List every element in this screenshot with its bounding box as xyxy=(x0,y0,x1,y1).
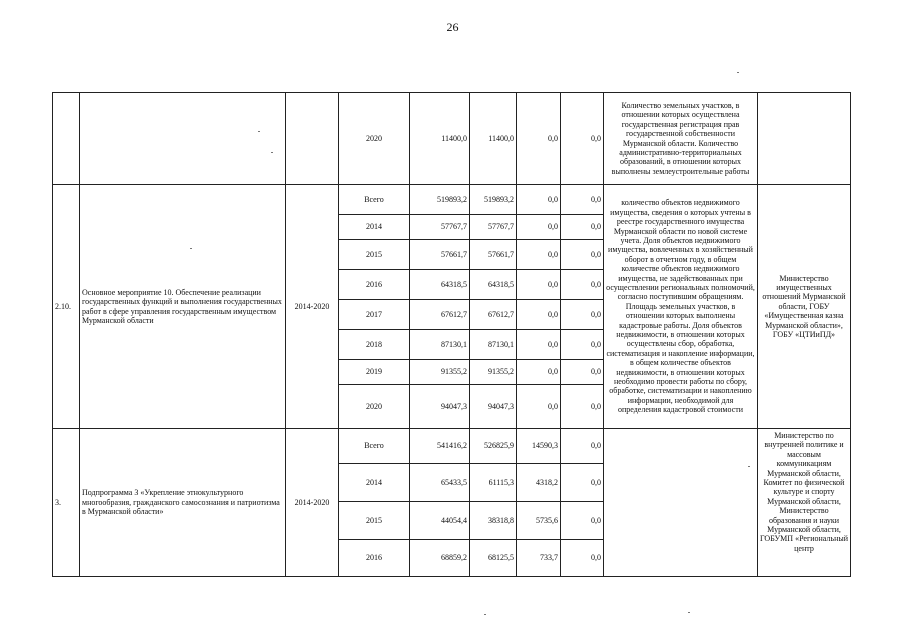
period-cell: 2014-2020 xyxy=(286,429,339,577)
total-cell: 67612,7 xyxy=(410,300,470,330)
year-cell: 2017 xyxy=(339,300,410,330)
other-sources-cell: 0,0 xyxy=(561,540,604,577)
other-sources-cell: 0,0 xyxy=(561,240,604,270)
total-cell: 68859,2 xyxy=(410,540,470,577)
federal-budget-cell: 0,0 xyxy=(517,300,561,330)
indicator-cell: Количество земельных участков, в отношении которых осуществлена государственная регистрация прав государственной собственности Мурманской области. Количество административно-территориальных образований, в отношении которых выполнены землеустроительные работы xyxy=(604,93,758,185)
other-sources-cell: 0,0 xyxy=(561,93,604,185)
activity-name-cell: Основное мероприятие 10. Обеспечение реализации государственных функций и выполнения государственных работ в сфере управления государственным имуществом Мурманской области xyxy=(80,185,286,429)
federal-budget-cell: 0,0 xyxy=(517,270,561,300)
year-cell: 2020 xyxy=(339,93,410,185)
year-cell: 2014 xyxy=(339,215,410,240)
regional-budget-cell: 94047,3 xyxy=(470,385,517,429)
total-cell: 11400,0 xyxy=(410,93,470,185)
total-cell: 57767,7 xyxy=(410,215,470,240)
federal-budget-cell: 733,7 xyxy=(517,540,561,577)
year-cell: 2015 xyxy=(339,502,410,540)
regional-budget-cell: 91355,2 xyxy=(470,360,517,385)
period-cell xyxy=(286,93,339,185)
total-cell: 87130,1 xyxy=(410,330,470,360)
row-number-cell: 2.10. xyxy=(53,185,80,429)
other-sources-cell: 0,0 xyxy=(561,185,604,215)
total-cell: 65433,5 xyxy=(410,464,470,502)
regional-budget-cell: 38318,8 xyxy=(470,502,517,540)
scan-speck xyxy=(748,466,750,467)
other-sources-cell: 0,0 xyxy=(561,215,604,240)
year-cell: Всего xyxy=(339,185,410,215)
total-cell: 541416,2 xyxy=(410,429,470,464)
regional-budget-cell: 519893,2 xyxy=(470,185,517,215)
scan-speck xyxy=(271,152,273,153)
federal-budget-cell: 0,0 xyxy=(517,385,561,429)
regional-budget-cell: 57767,7 xyxy=(470,215,517,240)
indicator-cell xyxy=(604,429,758,577)
federal-budget-cell: 5735,6 xyxy=(517,502,561,540)
regional-budget-cell: 64318,5 xyxy=(470,270,517,300)
federal-budget-cell: 0,0 xyxy=(517,185,561,215)
federal-budget-cell: 4318,2 xyxy=(517,464,561,502)
other-sources-cell: 0,0 xyxy=(561,360,604,385)
total-cell: 94047,3 xyxy=(410,385,470,429)
activity-name-cell xyxy=(80,93,286,185)
total-cell: 64318,5 xyxy=(410,270,470,300)
year-cell: 2020 xyxy=(339,385,410,429)
regional-budget-cell: 68125,5 xyxy=(470,540,517,577)
regional-budget-cell: 57661,7 xyxy=(470,240,517,270)
other-sources-cell: 0,0 xyxy=(561,300,604,330)
executor-cell: Министерство по внутренней политике и массовым коммуникациям Мурманской области, Комитет по физической культуре и спорту Мурманской области, Министерство образования и науки Мурманской области, ГОБУМП «Региональный центр xyxy=(758,429,851,577)
total-cell: 91355,2 xyxy=(410,360,470,385)
table-row xyxy=(53,185,851,215)
other-sources-cell: 0,0 xyxy=(561,464,604,502)
year-cell: 2016 xyxy=(339,270,410,300)
other-sources-cell: 0,0 xyxy=(561,270,604,300)
year-cell: 2014 xyxy=(339,464,410,502)
page-number: 26 xyxy=(446,20,459,34)
indicator-cell: количество объектов недвижимого имущества, сведения о которых учтены в реестре государственного имущества Мурманской области по новой системе учета. Доля объектов недвижимого имущества, вовлеченных в хозяйственный оборот в отчетном году, в общем количестве объектов недвижимого имущества, не задействованных при осуществлении региональных полномочий, согласно поступившим обращениям. Площадь земельных участков, в отношении которых выполнены кадастровые работы. Доля объектов недвижимости, в отношении которых осуществлены сбор, обработка, систематизация и накопление информации, в общем количестве объектов недвижимости, в отношении которых необходимо провести работы по сбору, обработке, систематизации и накоплению информации, необходимой для определения кадастровой стоимости xyxy=(604,185,758,429)
year-cell: 2019 xyxy=(339,360,410,385)
federal-budget-cell: 14590,3 xyxy=(517,429,561,464)
scan-speck xyxy=(737,72,739,73)
program-table xyxy=(52,92,851,577)
federal-budget-cell: 0,0 xyxy=(517,240,561,270)
regional-budget-cell: 67612,7 xyxy=(470,300,517,330)
other-sources-cell: 0,0 xyxy=(561,330,604,360)
table-row xyxy=(53,93,851,185)
scan-speck xyxy=(258,131,260,132)
period-cell: 2014-2020 xyxy=(286,185,339,429)
regional-budget-cell: 526825,9 xyxy=(470,429,517,464)
federal-budget-cell: 0,0 xyxy=(517,93,561,185)
executor-cell xyxy=(758,93,851,185)
activity-name-cell: Подпрограмма 3 «Укрепление этнокультурного многообразия, гражданского самосознания и патриотизма в Мурманской области» xyxy=(80,429,286,577)
federal-budget-cell: 0,0 xyxy=(517,330,561,360)
table-row xyxy=(53,429,851,464)
federal-budget-cell: 0,0 xyxy=(517,215,561,240)
executor-cell: Министерство имущественных отношений Мурманской области, ГОБУ «Имущественная казна Мурманской области», ГОБУ «ЦТИиПД» xyxy=(758,185,851,429)
scan-speck xyxy=(688,612,690,613)
year-cell: 2016 xyxy=(339,540,410,577)
regional-budget-cell: 11400,0 xyxy=(470,93,517,185)
total-cell: 519893,2 xyxy=(410,185,470,215)
total-cell: 57661,7 xyxy=(410,240,470,270)
regional-budget-cell: 61115,3 xyxy=(470,464,517,502)
scan-speck xyxy=(190,248,192,249)
scan-speck xyxy=(484,614,486,615)
row-number-cell: 3. xyxy=(53,429,80,577)
row-number-cell xyxy=(53,93,80,185)
regional-budget-cell: 87130,1 xyxy=(470,330,517,360)
year-cell: 2018 xyxy=(339,330,410,360)
year-cell: 2015 xyxy=(339,240,410,270)
federal-budget-cell: 0,0 xyxy=(517,360,561,385)
other-sources-cell: 0,0 xyxy=(561,429,604,464)
total-cell: 44054,4 xyxy=(410,502,470,540)
other-sources-cell: 0,0 xyxy=(561,502,604,540)
other-sources-cell: 0,0 xyxy=(561,385,604,429)
year-cell: Всего xyxy=(339,429,410,464)
